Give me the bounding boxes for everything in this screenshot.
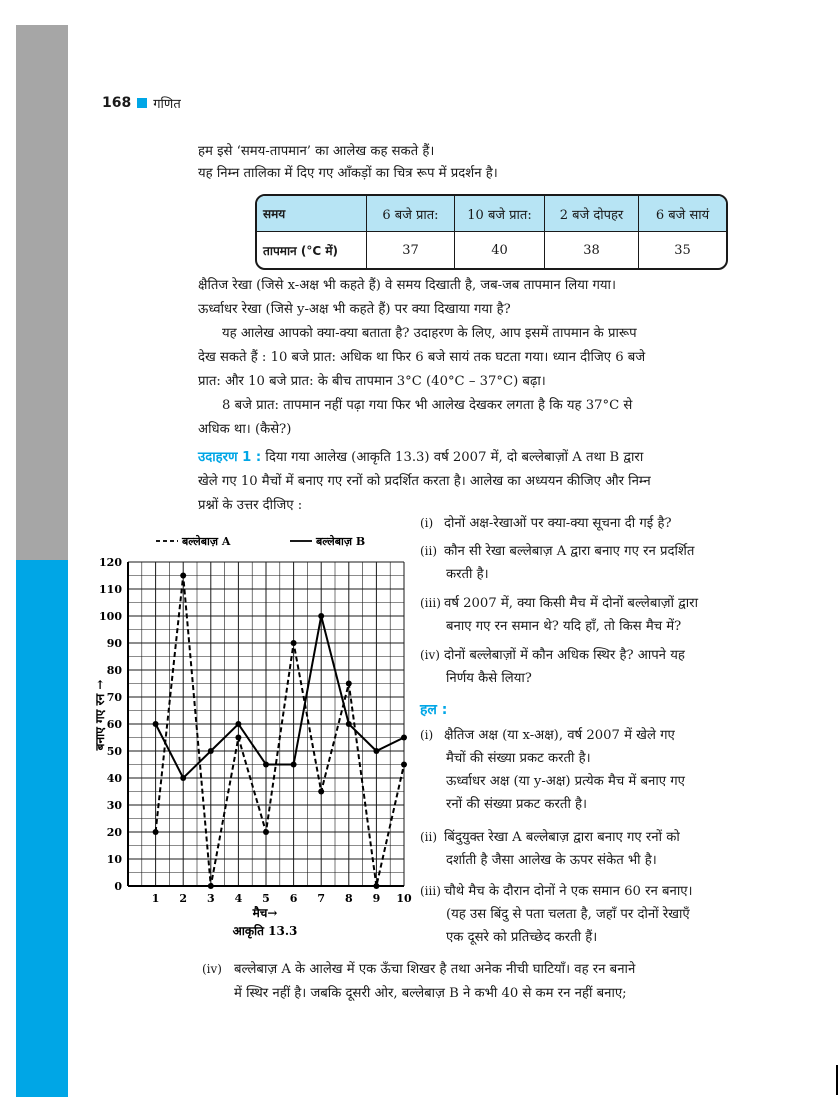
solution-3-text-1: चौथे मैच के दौरान दोनों ने एक समान 60 रन बनाए। (444, 884, 693, 899)
series-a-point (346, 681, 352, 687)
series-a-point (401, 762, 407, 768)
series-b-point (318, 613, 324, 619)
y-tick-label: 40 (106, 772, 122, 785)
question-2-text-2: करती है। (446, 567, 489, 582)
temperature-table (255, 194, 728, 270)
header-square-icon (137, 98, 147, 108)
table-cell-time-1: 6 बजे प्रात: (367, 196, 455, 232)
table-header-temp: तापमान (°C में) (257, 232, 367, 268)
y-tick-label: 10 (106, 853, 122, 866)
edge-mark (836, 1065, 838, 1095)
x-axis-ticks (152, 892, 412, 905)
page-header (102, 94, 181, 112)
legend-b-label: बल्लेबाज़ B (316, 535, 366, 548)
intro-line-1: हम इसे ‘समय-तापमान’ का आलेख कह सकते हैं। (198, 144, 435, 159)
table-header-time: समय (257, 196, 367, 232)
series-b-point (180, 775, 186, 781)
series-b-point (263, 762, 269, 768)
question-3-text-2: बनाए गए रन समान थे? यदि हाँ, तो किस मैच में? (446, 619, 682, 634)
y-tick-label: 90 (106, 637, 122, 650)
solution-2-num: (ii) (420, 830, 438, 844)
solution-4-line-1 (202, 958, 635, 981)
solution-2-text-1: बिंदुयुक्त रेखा A बल्लेबाज़ द्वारा बनाए गए रनों को (444, 830, 680, 845)
series-a-point (373, 883, 379, 889)
example-line-3: प्रश्नों के उत्तर दीजिए : (198, 498, 303, 513)
y-tick-label: 30 (106, 799, 122, 812)
question-4-text-1: दोनों बल्लेबाज़ों में कौन अधिक स्थिर है? आपने यह (444, 648, 685, 663)
x-tick-label: 5 (262, 892, 270, 905)
series-a-point (208, 883, 214, 889)
series-b-point (373, 748, 379, 754)
solution-1 (420, 724, 750, 816)
x-tick-label: 2 (179, 892, 188, 905)
para-line-6: 8 बजे प्रात: तापमान नहीं पढ़ा गया फिर भी आलेख देखकर लगता है कि यह 37°C से (222, 398, 633, 413)
question-2-num: (ii) (420, 544, 438, 558)
subject-title: गणित (153, 97, 181, 112)
y-tick-label: 70 (106, 691, 122, 704)
table-cell-temp-1: 37 (367, 232, 455, 268)
y-tick-label: 60 (106, 718, 122, 731)
x-axis-label: मैच→ (252, 906, 278, 920)
solution-3 (420, 880, 750, 949)
question-1-num: (i) (420, 516, 434, 530)
solution-1-text-4: रनों की संख्या प्रकट करती है। (446, 797, 588, 812)
y-tick-label: 100 (99, 610, 122, 623)
para-line-2: ऊर्ध्वाधर रेखा (जिसे y-अक्ष भी कहते हैं) पर क्या दिखाया गया है? (198, 302, 511, 317)
series-b-point (235, 721, 241, 727)
question-2-text-1: कौन सी रेखा बल्लेबाज़ A द्वारा बनाए गए रन प्रदर्शित (444, 544, 695, 559)
sidebar-gray-band (16, 25, 68, 560)
para-line-7: अधिक था। (कैसे?) (198, 422, 292, 437)
series-a-point (263, 829, 269, 835)
solution-4-num: (iv) (202, 962, 222, 976)
x-tick-label: 3 (206, 892, 215, 905)
solution-2 (420, 826, 750, 872)
solution-1-text-3: ऊर्ध्वाधर अक्ष (या y-अक्ष) प्रत्येक मैच में बनाए गए (446, 774, 685, 789)
x-tick-label: 9 (372, 892, 381, 905)
y-tick-label: 50 (106, 745, 122, 758)
solution-3-text-3: एक दूसरे को प्रतिच्छेद करती हैं। (446, 930, 598, 945)
series-a-point (291, 640, 297, 646)
y-tick-label: 20 (106, 826, 122, 839)
figure-caption: आकृति 13.3 (232, 924, 298, 938)
x-tick-label: 10 (396, 892, 412, 905)
question-4-text-2: निर्णय कैसे लिया? (446, 671, 532, 686)
example-line-1 (198, 446, 643, 469)
x-tick-label: 8 (344, 892, 353, 905)
chart-grid (128, 562, 404, 886)
y-axis-label: बनाए गए रन → (93, 679, 107, 751)
solution-4-line-2: में स्थिर नहीं है। जबकि दूसरी ओर, बल्लेबाज़ B ने कभी 40 से कम रन नहीं बनाए; (234, 986, 627, 1001)
page-number: 168 (102, 95, 132, 111)
series-b-point (291, 762, 297, 768)
x-tick-label: 4 (234, 892, 243, 905)
question-1 (420, 512, 750, 535)
x-tick-label: 6 (289, 892, 298, 905)
runs-line-chart (90, 525, 420, 945)
example-heading: उदाहरण 1 : (198, 450, 262, 465)
series-a-point (235, 735, 241, 741)
sidebar-blue-band (16, 560, 68, 1097)
solution-1-num: (i) (420, 728, 434, 742)
table-cell-time-4: 6 बजे सायं (639, 196, 726, 232)
table-cell-temp-2: 40 (455, 232, 545, 268)
para-line-1: क्षैतिज रेखा (जिसे x-अक्ष भी कहते हैं) वे समय दिखाती है, जब-जब तापमान लिया गया। (198, 278, 616, 293)
legend-a-label: बल्लेबाज़ A (182, 535, 231, 548)
series-a-point (318, 789, 324, 795)
question-4-num: (iv) (420, 648, 440, 662)
solution-3-text-2: (यह उस बिंदु से पता चलता है, जहाँ पर दोनों रेखाएँ (446, 907, 690, 922)
example-text-1: दिया गया आलेख (आकृति 13.3) वर्ष 2007 में, दो बल्लेबाज़ों A तथा B द्वारा (265, 450, 644, 465)
question-4 (420, 644, 750, 690)
chart-legend (156, 534, 365, 548)
series-a-point (180, 573, 186, 579)
solution-1-text-2: मैचों की संख्या प्रकट करती है। (446, 751, 591, 766)
para-line-4: देख सकते हैं : 10 बजे प्रात: अधिक था फिर 6 बजे सायं तक घटता गया। ध्यान दीजिए 6 बजे (198, 350, 646, 365)
solution-4-text-1: बल्लेबाज़ A के आलेख में एक ऊँचा शिखर है तथा अनेक नीची घाटियाँ। वह रन बनाने (234, 962, 636, 977)
series-a-point (153, 829, 159, 835)
table-cell-time-3: 2 बजे दोपहर (545, 196, 639, 232)
para-line-5: प्रात: और 10 बजे प्रात: के बीच तापमान 3°C (40°C – 37°C) बढ़ा। (198, 374, 546, 389)
solution-1-text-1: क्षैतिज अक्ष (या x-अक्ष), वर्ष 2007 में खेले गए (444, 728, 675, 743)
y-tick-label: 80 (106, 664, 122, 677)
y-tick-label: 120 (99, 556, 122, 569)
intro-line-2: यह निम्न तालिका में दिए गए आँकड़ों का चित्र रूप में प्रदर्शन है। (198, 166, 498, 181)
table-cell-temp-3: 38 (545, 232, 639, 268)
question-2 (420, 540, 750, 586)
solution-3-num: (iii) (420, 884, 441, 898)
question-3 (420, 592, 750, 638)
y-tick-label: 110 (99, 583, 122, 596)
table-cell-time-2: 10 बजे प्रात: (455, 196, 545, 232)
y-tick-label: 0 (114, 880, 122, 893)
solution-heading: हल : (420, 702, 448, 718)
question-3-text-1: वर्ष 2007 में, क्या किसी मैच में दोनों बल्लेबाज़ों द्वारा (444, 596, 698, 611)
series-b-point (208, 748, 214, 754)
series-b-point (401, 735, 407, 741)
para-line-3: यह आलेख आपको क्या-क्या बताता है? उदाहरण के लिए, आप इसमें तापमान के प्रारूप (222, 326, 637, 341)
series-b-point (153, 721, 159, 727)
x-tick-label: 1 (151, 892, 160, 905)
solution-2-text-2: दर्शाती है जैसा आलेख के ऊपर संकेत भी है। (446, 853, 657, 868)
example-line-2: खेले गए 10 मैचों में बनाए गए रनों को प्रदर्शित करता है। आलेख का अध्ययन कीजिए और निम्न (198, 474, 651, 489)
question-3-num: (iii) (420, 596, 441, 610)
table-cell-temp-4: 35 (674, 242, 691, 258)
question-1-text: दोनों अक्ष-रेखाओं पर क्या-क्या सूचना दी गई है? (444, 516, 672, 531)
series-b-point (346, 721, 352, 727)
x-tick-label: 7 (317, 892, 326, 905)
